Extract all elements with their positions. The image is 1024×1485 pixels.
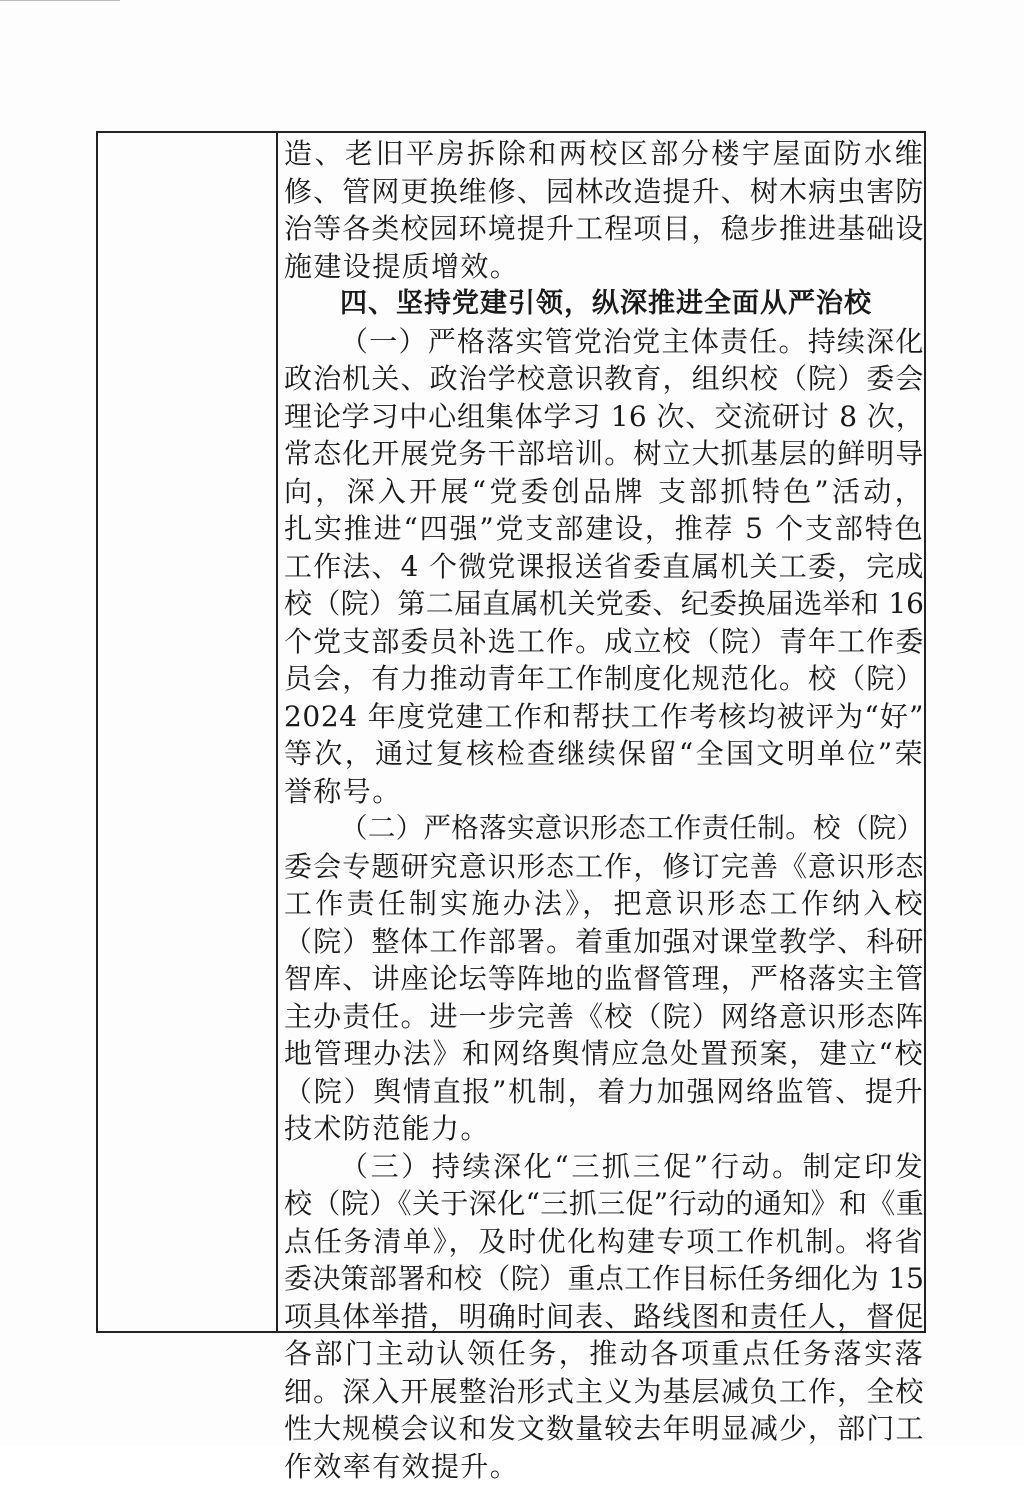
paragraph-line: 常态化开展党务干部培训。树立大抓基层的鲜明导	[284, 435, 924, 473]
paragraph-line: 2024 年度党建工作和帮扶工作考核均被评为“好”	[284, 698, 924, 736]
paragraph-line: 誉称号。	[284, 773, 924, 811]
paragraph-line: 点任务清单》，及时优化构建专项工作机制。将省	[284, 1223, 924, 1261]
paragraph-line: （一）严格落实管党治党主体责任。持续深化	[284, 323, 924, 361]
paragraph-line: （二）严格落实意识形态工作责任制。校（院）	[284, 810, 924, 848]
paragraph-line: 治等各类校园环境提升工程项目，稳步推进基础设	[284, 210, 924, 248]
paragraph-line: 地管理办法》和网络舆情应急处置预案，建立“校	[284, 1035, 924, 1073]
paragraph-line: 作效率有效提升。	[284, 1448, 924, 1485]
table-left-cell	[98, 133, 278, 1331]
paragraph-line: 校（院）第二届直属机关党委、纪委换届选举和 16	[284, 585, 924, 623]
paragraph-line: 工作责任制实施办法》，把意识形态工作纳入校	[284, 885, 924, 923]
paragraph-line: 施建设提质增效。	[284, 248, 924, 286]
paragraph-line: 理论学习中心组集体学习 16 次、交流研讨 8 次，	[284, 398, 924, 436]
paragraph-line: 细。深入开展整治形式主义为基层减负工作，全校	[284, 1373, 924, 1411]
paragraph-line: 扎实推进“四强”党支部建设，推荐 5 个支部特色	[284, 510, 924, 548]
paragraph-line: 工作法、4 个微党课报送省委直属机关工委，完成	[284, 548, 924, 586]
paragraph-line: 性大规模会议和发文数量较去年明显减少，部门工	[284, 1410, 924, 1448]
paragraph-line: 向，深入开展“党委创品牌 支部抓特色”活动，	[284, 473, 924, 511]
paragraph-line: 个党支部委员补选工作。成立校（院）青年工作委	[284, 623, 924, 661]
paragraph-line: （三）持续深化“三抓三促”行动。制定印发	[284, 1148, 924, 1186]
paragraph-line: （院）整体工作部署。着重加强对课堂教学、科研	[284, 923, 924, 961]
paragraph-line: 委决策部署和校（院）重点工作目标任务细化为 15	[284, 1260, 924, 1298]
table-content-cell	[281, 133, 924, 1485]
paragraph-line: 等次，通过复核检查继续保留“全国文明单位”荣	[284, 735, 924, 773]
paragraph-line: 政治机关、政治学校意识教育，组织校（院）委会	[284, 360, 924, 398]
paragraph-line: 委会专题研究意识形态工作，修订完善《意识形态	[284, 848, 924, 886]
paragraph-line: 主办责任。进一步完善《校（院）网络意识形态阵	[284, 998, 924, 1036]
paragraph-line: 项具体举措，明确时间表、路线图和责任人，督促	[284, 1298, 924, 1336]
paragraph-line: 各部门主动认领任务，推动各项重点任务落实落	[284, 1335, 924, 1373]
paragraph-line: 修、管网更换维修、园林改造提升、树木病虫害防	[284, 173, 924, 211]
section-heading: 四、坚持党建引领，纵深推进全面从严治校	[284, 285, 924, 323]
paragraph-line: （院）舆情直报”机制，着力加强网络监管、提升	[284, 1073, 924, 1111]
paragraph-line: 校（院）《关于深化“三抓三促”行动的通知》和《重	[284, 1185, 924, 1223]
paragraph-line: 技术防范能力。	[284, 1110, 924, 1148]
paragraph-line: 员会，有力推动青年工作制度化规范化。校（院）	[284, 660, 924, 698]
report-table	[96, 131, 926, 1333]
paragraph-line: 智库、讲座论坛等阵地的监督管理，严格落实主管	[284, 960, 924, 998]
scan-edge-rule	[0, 0, 120, 1]
paragraph-line: 造、老旧平房拆除和两校区部分楼宇屋面防水维	[284, 135, 924, 173]
